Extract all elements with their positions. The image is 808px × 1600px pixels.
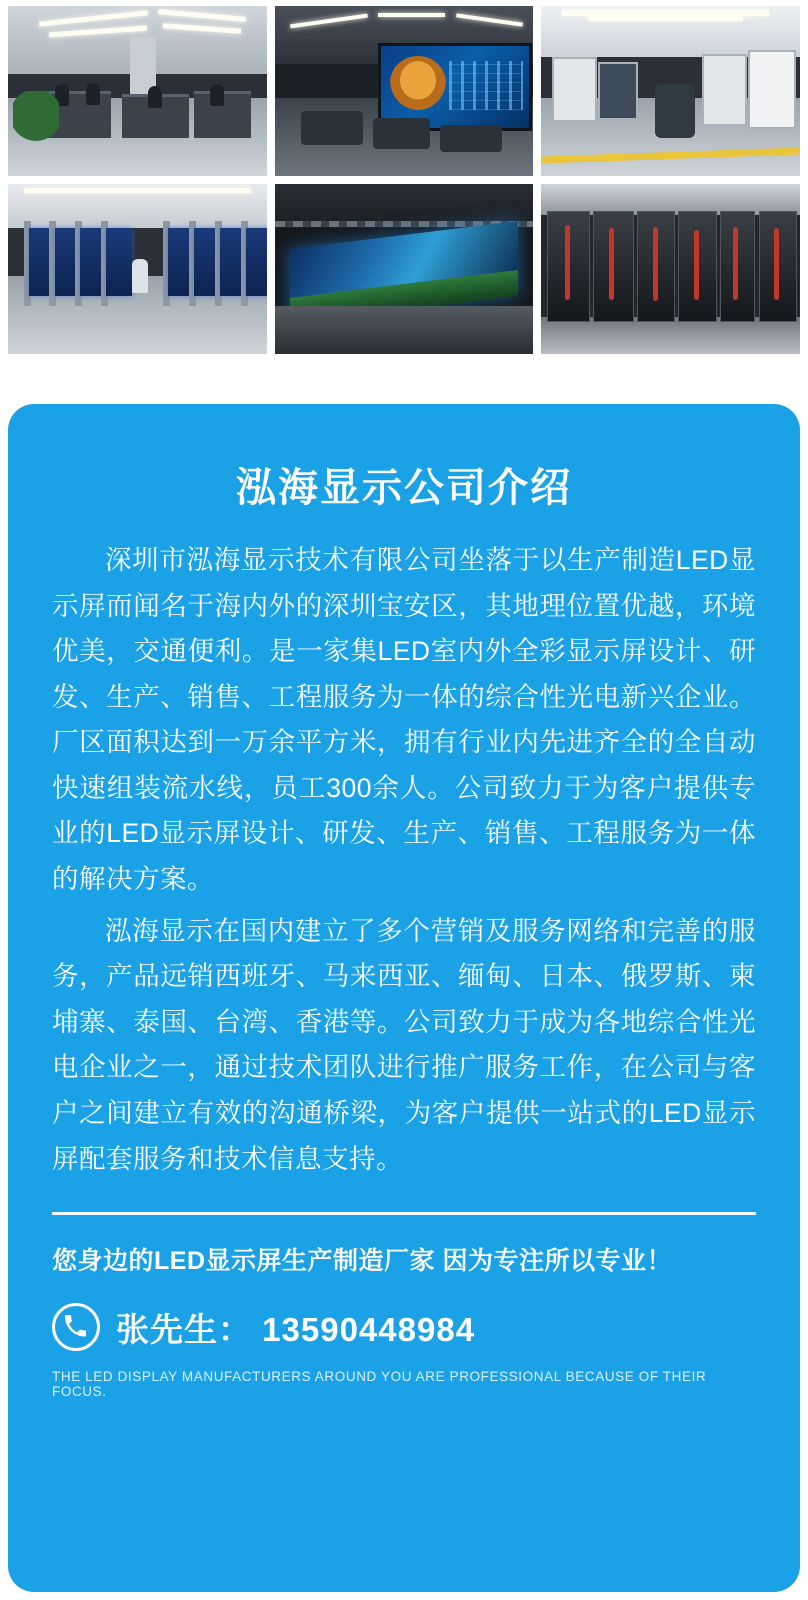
slogan-text: 您身边的LED显示屏生产制造厂家 因为专注所以专业！ bbox=[52, 1247, 672, 1276]
equipment-decor bbox=[655, 84, 695, 138]
company-intro-paragraph-2: 泓海显示在国内建立了多个营销及服务网络和完善的服务，产品远销西班牙、马来西亚、缅甸、日本、俄罗斯、柬埔寨、泰国、台湾、香港等。公司致力于成为各地综合性光电企业之一，通过技术团队进行推广服务工作，在公司与客户之间建立有效的沟通桥梁，为客户提供一站式的LED显示屏配套服务和技术信息支持。 bbox=[52, 915, 756, 1174]
ceiling-decor bbox=[8, 184, 267, 228]
floor-decor bbox=[541, 317, 800, 354]
person-decor bbox=[132, 259, 148, 293]
machine-decor bbox=[702, 54, 747, 126]
sofa-decor bbox=[440, 125, 502, 152]
machine-decor bbox=[552, 57, 597, 122]
contact-block[interactable] bbox=[52, 1303, 756, 1351]
machine-decor bbox=[598, 62, 638, 120]
company-intro-card bbox=[8, 404, 800, 1592]
company-intro-paragraph-1: 深圳市泓海显示技术有限公司坐落于以生产制造LED显示屏而闻名于海内外的深圳宝安区，其地理位置优越，环境优美，交通便利。是一家集LED室内外全彩显示屏设计、研发、生产、销售、工程服务为一体的综合性光电新兴企业。厂区面积达到一万余平方米，拥有行业内先进齐全的全自动快速组装流水线，员工300余人。公司致力于为客户提供专业的LED显示屏设计、研发、生产、销售、工程服务为一体的解决方案。 bbox=[52, 545, 756, 895]
contact-name-and-phone: 张先生： 13590448984 bbox=[116, 1310, 476, 1348]
divider bbox=[52, 1212, 756, 1215]
photo-gallery-row bbox=[8, 184, 800, 354]
page-title: 泓海显示公司介绍 bbox=[236, 466, 572, 510]
sofa-decor bbox=[373, 118, 430, 149]
photo-showroom-led-screen bbox=[275, 6, 534, 176]
person-decor bbox=[148, 86, 162, 108]
photo-production-line bbox=[541, 6, 800, 176]
photo-office-workstations bbox=[8, 6, 267, 176]
sofa-decor bbox=[301, 111, 363, 145]
phone-icon bbox=[52, 1303, 100, 1351]
photo-gallery-row bbox=[8, 6, 800, 176]
machine-decor bbox=[748, 50, 796, 129]
floor-decor bbox=[275, 306, 534, 354]
photo-aging-test-racks bbox=[8, 184, 267, 354]
person-decor bbox=[86, 83, 100, 105]
person-decor bbox=[210, 84, 224, 106]
photo-cabinet-cabling bbox=[541, 184, 800, 354]
plant-decor bbox=[13, 91, 59, 151]
photo-curved-led-wall bbox=[275, 184, 534, 354]
english-slogan-text: THE LED DISPLAY MANUFACTURERS AROUND YOU ARE PROFESSIONAL BECAUSE OF THEIR FOCUS. bbox=[52, 1369, 707, 1400]
ceiling-decor bbox=[541, 184, 800, 215]
photo-gallery bbox=[8, 6, 800, 354]
